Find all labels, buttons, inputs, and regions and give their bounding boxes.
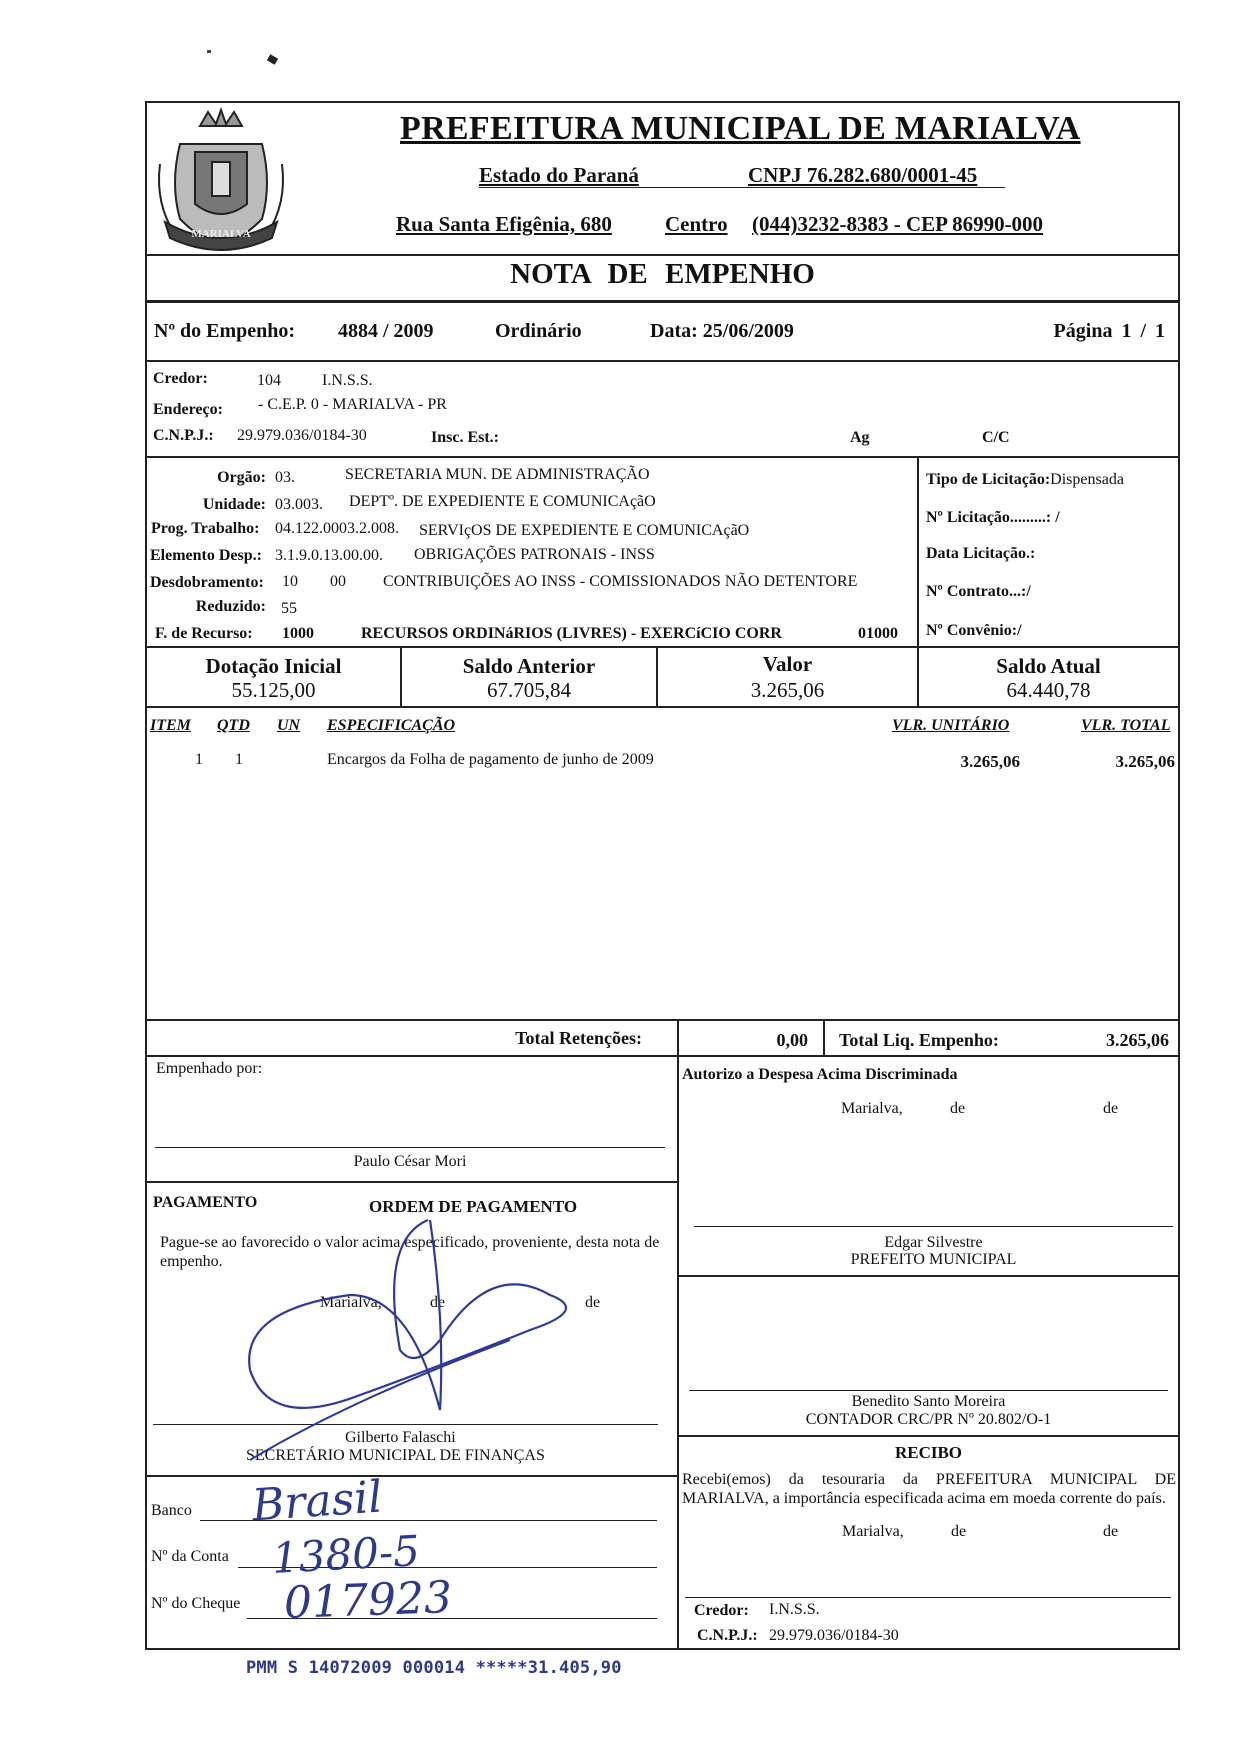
- reduzido-value: 55: [281, 600, 297, 617]
- credor-name: I.N.S.S.: [322, 372, 373, 389]
- prog-label: Prog. Trabalho:: [151, 520, 260, 537]
- elem-label: Elemento Desp.:: [150, 547, 262, 564]
- header-state: Estado do Paraná: [479, 163, 639, 187]
- tipo-licitacao: [926, 471, 1124, 489]
- divider: [677, 1275, 1180, 1277]
- scan-mark: [267, 54, 278, 65]
- insc-est-label: Insc. Est.:: [431, 429, 500, 446]
- orgao-desc: SECRETARIA MUN. DE ADMINISTRAÇÃO: [345, 466, 650, 483]
- divider: [145, 1055, 1180, 1057]
- col-header-total: VLR. TOTAL: [1081, 717, 1171, 734]
- handwritten-banco: Brasil: [250, 1471, 384, 1532]
- divider: [677, 1019, 679, 1650]
- pagamento-de1: de: [430, 1294, 446, 1311]
- handwritten-conta: 1380-5: [270, 1526, 421, 1583]
- banco-label: Banco: [151, 1502, 192, 1519]
- divider: [145, 706, 1180, 708]
- dotacao-inicial-value: 55.125,00: [231, 678, 316, 702]
- recurso-desc: RECURSOS ORDINáRIOS (LIVRES) - EXERCíCIO CORR: [361, 625, 782, 642]
- recurso-label: F. de Recurso:: [155, 625, 253, 642]
- desdob-label: Desdobramento:: [150, 574, 264, 591]
- handwritten-cheque: 017923: [283, 1572, 453, 1629]
- municipal-crest-icon: [150, 104, 292, 254]
- conta-label: Nº da Conta: [151, 1548, 229, 1565]
- page-title: PREFEITURA MUNICIPAL DE MARIALVA: [400, 110, 1081, 147]
- saldo-anterior-label: Saldo Anterior: [462, 654, 596, 678]
- authentication-stamp: PMM S 14072009 000014 *****31.405,90: [246, 1658, 622, 1678]
- cell-item: 1: [195, 751, 203, 768]
- autorizo-de1: de: [950, 1100, 966, 1117]
- secretario-name: Gilberto Falaschi: [345, 1429, 456, 1446]
- desdob-code2: 00: [330, 573, 346, 590]
- unidade-code: 03.003.: [275, 496, 323, 513]
- elem-code: 3.1.9.0.13.00.00.: [275, 547, 383, 564]
- empenho-number: 4884 / 2009: [338, 320, 434, 342]
- total-liq-label: Total Liq. Empenho:: [839, 1030, 999, 1050]
- credor-cnpj: 29.979.036/0184-30: [237, 427, 367, 444]
- crest-banner-text: MARIALVA: [191, 228, 251, 240]
- pagamento-label: PAGAMENTO: [153, 1194, 258, 1211]
- prog-code: 04.122.0003.2.008.: [275, 520, 399, 537]
- signature-line: [155, 1147, 665, 1148]
- num-convenio: Nº Convênio:/: [926, 622, 1022, 639]
- recibo-credor: I.N.S.S.: [769, 1601, 820, 1618]
- col-header-qtd: QTD: [217, 717, 250, 734]
- credor-address: - C.E.P. 0 - MARIALVA - PR: [258, 396, 447, 413]
- recibo-de1: de: [951, 1523, 967, 1540]
- secretario-title: SECRETÁRIO MUNICIPAL DE FINANÇAS: [246, 1447, 545, 1464]
- divider: [145, 360, 1180, 362]
- recibo-city: Marialva,: [842, 1523, 904, 1540]
- header-district: Centro: [665, 212, 728, 236]
- desdob-code1: 10: [282, 573, 298, 590]
- num-licitacao: Nº Licitação.........: /: [926, 509, 1060, 526]
- recibo-label: RECIBO: [894, 1443, 963, 1462]
- divider: [145, 254, 1180, 256]
- empenho-label: Nº do Empenho:: [154, 320, 296, 342]
- cell-unit: 3.265,06: [960, 752, 1020, 771]
- divider: [145, 1019, 1180, 1021]
- cell-total: 3.265,06: [1115, 752, 1175, 771]
- col-header-item: ITEM: [150, 717, 191, 734]
- empenho-page: Página 1 / 1: [1053, 320, 1165, 342]
- recibo-text: Recebi(emos) da tesouraria da PREFEITURA MUNICIPAL DE MARIALVA, a importância especificada acima em moeda corrente do país.: [682, 1471, 1176, 1507]
- col-header-unit: VLR. UNITÁRIO: [892, 717, 1010, 734]
- unidade-desc: DEPTº. DE EXPEDIENTE E COMUNICAçãO: [349, 493, 656, 510]
- pagamento-text: Pague-se ao favorecido o valor acima especificado, proveniente, desta nota de empenho.: [160, 1234, 660, 1270]
- col-header-un: UN: [277, 717, 301, 734]
- scan-mark: [207, 50, 211, 53]
- credor-label: Credor:: [153, 370, 208, 387]
- recurso-code: 1000: [282, 625, 314, 642]
- recibo-cnpj-label: C.N.P.J.:: [697, 1627, 758, 1644]
- recurso-code2: 01000: [858, 625, 898, 642]
- tipo-licitacao-value: Dispensada: [1050, 471, 1124, 488]
- signature-line: [685, 1597, 1171, 1598]
- saldo-atual-label: Saldo Atual: [996, 654, 1101, 678]
- saldo-anterior-value: 67.705,84: [487, 678, 571, 702]
- prefeito-title: PREFEITO MUNICIPAL: [850, 1251, 1017, 1268]
- signature-line: [694, 1226, 1173, 1227]
- orgao-label: Orgão:: [217, 469, 266, 486]
- doc-title: NOTA DE EMPENHO: [510, 258, 815, 290]
- recibo-cnpj: 29.979.036/0184-30: [769, 1627, 899, 1644]
- empenho-type: Ordinário: [495, 320, 582, 342]
- tipo-licitacao-label: Tipo de Licitação:: [926, 471, 1051, 488]
- recibo-credor-label: Credor:: [694, 1602, 749, 1619]
- header-address: Rua Santa Efigênia, 680: [396, 212, 612, 236]
- divider: [145, 1181, 678, 1183]
- prefeito-name: Edgar Silvestre: [884, 1234, 983, 1251]
- data-licitacao: Data Licitação.:: [926, 545, 1036, 562]
- total-liq-value: 3.265,06: [1106, 1030, 1169, 1050]
- empenho-date: Data: 25/06/2009: [650, 320, 794, 342]
- pagamento-city: Marialva,: [320, 1294, 382, 1311]
- autorizo-de2: de: [1103, 1100, 1119, 1117]
- header-cnpj: CNPJ 76.282.680/0001-45: [748, 163, 978, 187]
- reduzido-label: Reduzido:: [195, 598, 266, 615]
- underline: [479, 187, 1005, 188]
- divider: [823, 1019, 825, 1055]
- contador-name: Benedito Santo Moreira: [851, 1393, 1006, 1410]
- divider: [145, 456, 1180, 458]
- desdob-desc: CONTRIBUIÇÕES AO INSS - COMISSIONADOS NÃO DETENTORE: [383, 573, 858, 590]
- credor-cnpj-label: C.N.P.J.:: [153, 427, 214, 444]
- total-retencoes-value: 0,00: [776, 1030, 808, 1050]
- col-header-spec: ESPECIFICAÇÃO: [327, 717, 456, 734]
- empenhado-name: Paulo César Mori: [353, 1153, 467, 1170]
- cheque-label: Nº do Cheque: [151, 1595, 241, 1612]
- elem-desc: OBRIGAÇÕES PATRONAIS - INSS: [414, 546, 655, 563]
- prog-desc: SERVIçOS DE EXPEDIENTE E COMUNICAçãO: [419, 522, 750, 539]
- recibo-de2: de: [1103, 1523, 1119, 1540]
- pagamento-de2: de: [585, 1294, 601, 1311]
- unidade-label: Unidade:: [202, 496, 266, 513]
- credor-address-label: Endereço:: [153, 401, 223, 418]
- empenhado-label: Empenhado por:: [156, 1060, 263, 1077]
- orgao-code: 03.: [275, 469, 295, 486]
- divider: [145, 646, 1180, 648]
- autorizo-label: Autorizo a Despesa Acima Discriminada: [682, 1066, 958, 1083]
- divider: [677, 1435, 1180, 1437]
- header-phone: (044)3232-8383 - CEP 86990-000: [752, 212, 1044, 236]
- handwritten-signature: [230, 1200, 630, 1480]
- num-contrato: Nº Contrato...:/: [926, 583, 1031, 600]
- autorizo-city: Marialva,: [841, 1100, 903, 1117]
- cc-label: C/C: [982, 429, 1010, 446]
- saldo-atual-value: 64.440,78: [1006, 678, 1091, 702]
- valor-value: 3.265,06: [750, 678, 825, 702]
- divider: [145, 300, 1180, 303]
- ag-label: Ag: [850, 429, 870, 446]
- dotacao-inicial-label: Dotação Inicial: [205, 654, 342, 678]
- valor-label: Valor: [762, 652, 813, 676]
- ordem-pagamento-label: ORDEM DE PAGAMENTO: [369, 1197, 578, 1216]
- credor-code: 104: [257, 372, 281, 389]
- signature-line: [689, 1390, 1168, 1391]
- total-retencoes-label: Total Retenções:: [515, 1028, 642, 1048]
- cell-qtd: 1: [235, 751, 243, 768]
- contador-title: CONTADOR CRC/PR Nº 20.802/O-1: [805, 1411, 1052, 1428]
- cell-spec: Encargos da Folha de pagamento de junho de 2009: [327, 751, 654, 768]
